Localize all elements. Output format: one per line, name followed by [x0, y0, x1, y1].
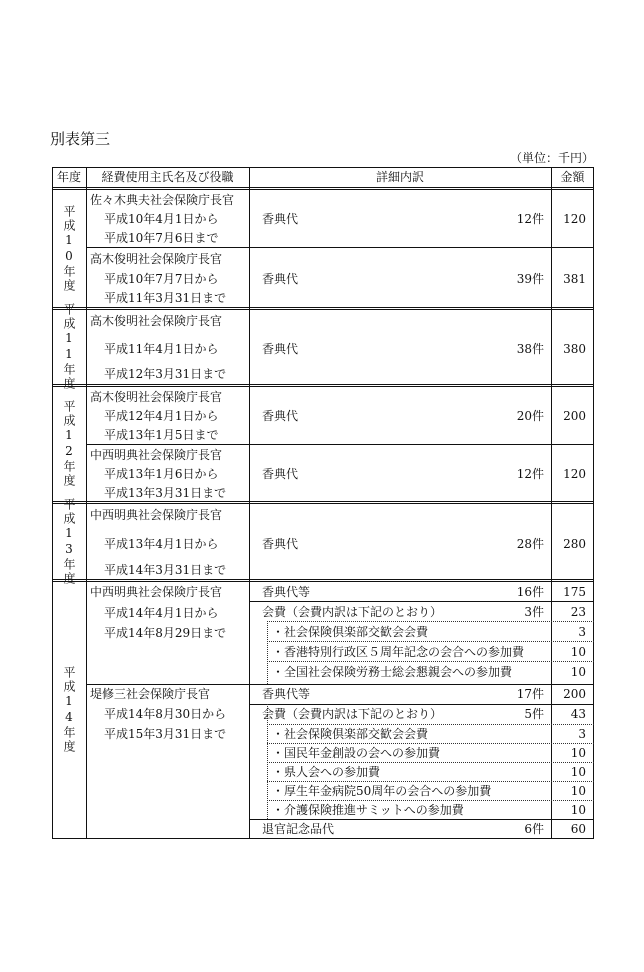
header-rule-double: [52, 189, 594, 190]
detail-label: 香典代: [262, 272, 299, 286]
person-to: 平成14年8月29日まで: [104, 626, 227, 640]
person-name: 高木俊明社会保険庁長官: [90, 390, 223, 404]
person-from: 平成14年4月1日から: [104, 606, 219, 620]
detail-label: 香典代等: [262, 687, 311, 701]
dotted-rule: [267, 724, 594, 725]
person-rule-h12: [86, 444, 594, 445]
sub-item-amount: 10: [570, 784, 586, 798]
detail-amount: 280: [563, 537, 586, 551]
person-name: 堤修三社会保険庁長官: [90, 687, 211, 701]
dotted-rule: [267, 621, 268, 684]
unit-label: （単位：千円）: [509, 151, 594, 165]
year-rule-h10: [52, 307, 594, 308]
year-label: 平成11年度: [62, 303, 76, 391]
sub-item-label: ・厚生年金病院50周年の会合への参加費: [272, 784, 492, 798]
year-h14: [52, 582, 86, 838]
year-label: 平成14年度: [62, 666, 76, 754]
dotted-rule: [267, 661, 594, 662]
header-year: 年度: [56, 170, 81, 184]
detail-rule-r7a: [249, 601, 594, 602]
year-h11: [52, 303, 86, 391]
detail-label: 会費（会費内訳は下記のとおり）: [262, 605, 443, 619]
detail-amount: 200: [563, 687, 586, 701]
person-name: 高木俊明社会保険庁長官: [90, 252, 223, 266]
dotted-rule: [267, 621, 594, 622]
sub-item-label: ・介護保険推進サミットへの参加費: [272, 803, 464, 817]
person-name: 佐々木典夫社会保険庁長官: [90, 193, 235, 207]
year-h12: [52, 387, 86, 501]
person-name: 中西明典社会保険庁長官: [90, 508, 223, 522]
year-rule-h12-double: [52, 503, 594, 504]
sub-item-amount: 10: [570, 645, 586, 659]
year-label: 平成12年度: [62, 400, 76, 488]
person-to: 平成15年3月31日まで: [104, 727, 227, 741]
sub-item-label: ・全国社会保険労務士総会懇親会への参加費: [272, 665, 513, 679]
person-to: 平成12年3月31日まで: [104, 367, 227, 381]
detail-count: 3件: [524, 605, 544, 619]
table-border-bottom: [52, 838, 594, 839]
person-from: 平成13年1月6日から: [104, 467, 219, 481]
sub-item-label: ・国民年金創設の会への参加費: [272, 746, 441, 760]
detail-amount: 120: [563, 467, 586, 481]
detail-amount: 381: [563, 272, 586, 286]
year-rule-h11: [52, 384, 594, 385]
detail-count: 12件: [516, 212, 544, 226]
person-name: 中西明典社会保険庁長官: [90, 448, 223, 462]
sub-item-label: ・社会保険倶楽部交歓会会費: [272, 727, 429, 741]
sub-item-amount: 3: [578, 625, 586, 639]
sub-item-amount: 10: [570, 803, 586, 817]
detail-rule-r8a: [249, 704, 594, 705]
expense-table: [52, 167, 594, 839]
year-rule-h13: [52, 579, 594, 580]
detail-amount: 175: [563, 585, 586, 599]
person-to: 平成11年3月31日まで: [104, 291, 227, 305]
person-rule-h14: [86, 684, 594, 685]
detail-count: 12件: [516, 467, 544, 481]
person-to: 平成13年3月31日まで: [104, 486, 227, 500]
dotted-rule: [267, 704, 268, 819]
detail-rule-r8c: [249, 819, 594, 820]
person-from: 平成13年4月1日から: [104, 537, 219, 551]
detail-label: 香典代: [262, 212, 299, 226]
sub-item-label: ・香港特別行政区５周年記念の会合への参加費: [272, 645, 525, 659]
person-name: 高木俊明社会保険庁長官: [90, 314, 223, 328]
person-from: 平成10年4月1日から: [104, 212, 219, 226]
detail-count: 16件: [516, 585, 544, 599]
detail-count: 20件: [516, 409, 544, 423]
dotted-rule: [267, 743, 594, 744]
person-from: 平成12年4月1日から: [104, 409, 219, 423]
person-rule-h10: [86, 247, 594, 248]
year-label: 平成10年度: [62, 204, 76, 293]
detail-count: 28件: [516, 537, 544, 551]
detail-label: 香典代: [262, 409, 299, 423]
detail-amount: 120: [563, 212, 586, 226]
detail-amount: 23: [570, 605, 586, 619]
year-rule-h10-double: [52, 309, 594, 310]
person-name: 中西明典社会保険庁長官: [90, 585, 223, 599]
detail-amount: 43: [570, 707, 586, 721]
person-to: 平成14年3月31日まで: [104, 563, 227, 577]
person-to: 平成13年1月5日まで: [104, 428, 219, 442]
detail-count: 39件: [516, 272, 544, 286]
year-label: 平成13年度: [62, 497, 76, 586]
detail-label: 香典代等: [262, 585, 311, 599]
detail-count: 5件: [524, 707, 544, 721]
year-rule-h13-double: [52, 581, 594, 582]
sub-item-label: ・社会保険倶楽部交歓会会費: [272, 625, 429, 639]
year-rule-h11-double: [52, 386, 594, 387]
header-detail: 詳細内訳: [375, 170, 424, 184]
dotted-rule: [267, 800, 594, 801]
header-amount: 金額: [560, 170, 585, 184]
detail-amount: 200: [563, 409, 586, 423]
detail-count: 38件: [516, 342, 544, 356]
person-to: 平成10年7月6日まで: [104, 231, 219, 245]
detail-count: 6件: [524, 822, 544, 836]
detail-amount: 380: [563, 342, 586, 356]
dotted-rule: [267, 762, 594, 763]
header-person: 経費使用主氏名及び役職: [101, 170, 234, 184]
dotted-rule: [267, 641, 594, 642]
person-from: 平成10年7月7日から: [104, 272, 219, 286]
sub-item-amount: 10: [570, 665, 586, 679]
detail-label: 退官記念品代: [262, 822, 335, 836]
detail-count: 17件: [516, 687, 544, 701]
detail-label: 香典代: [262, 467, 299, 481]
header-rule: [52, 187, 594, 188]
sub-item-label: ・県人会への参加費: [272, 765, 381, 779]
detail-label: 会費（会費内訳は下記のとおり）: [262, 707, 443, 721]
year-h13: [52, 497, 86, 586]
sub-item-amount: 10: [570, 746, 586, 760]
detail-label: 香典代: [262, 537, 299, 551]
sub-item-amount: 3: [578, 727, 586, 741]
detail-amount: 60: [570, 822, 586, 836]
year-rule-h12: [52, 501, 594, 502]
person-from: 平成11年4月1日から: [104, 342, 219, 356]
sub-item-amount: 10: [570, 765, 586, 779]
year-h10: [52, 190, 86, 307]
detail-label: 香典代: [262, 342, 299, 356]
dotted-rule: [267, 781, 594, 782]
person-from: 平成14年8月30日から: [104, 707, 227, 721]
page-title: 別表第三: [50, 130, 111, 148]
